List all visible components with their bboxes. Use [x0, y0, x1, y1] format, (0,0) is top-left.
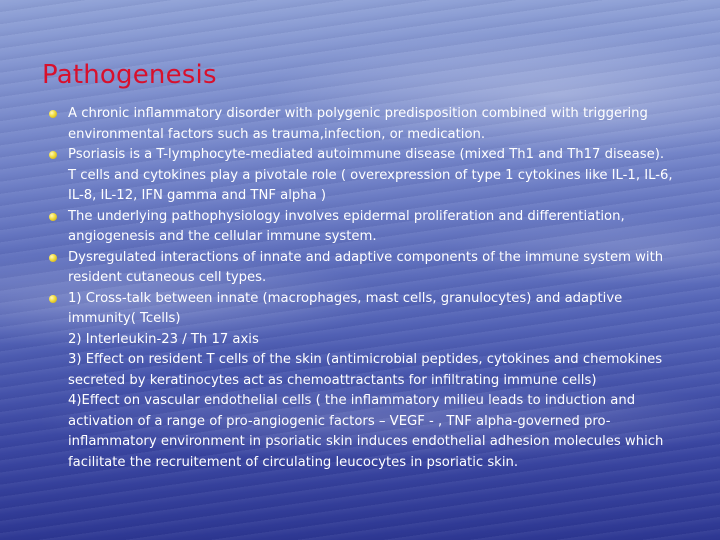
- continuation-line: 3) Effect on resident T cells of the skin (antimicrobial peptides, cytokines and chemokines secreted by keratinocytes act as chemoattractants for infiltrating immune cells): [68, 352, 663, 388]
- bullet-item: [48, 248, 676, 289]
- bullet-text: The underlying pathophysiology involves epidermal proliferation and differentiation, angiogenesis and the cellular immune system.: [68, 208, 625, 244]
- continuation-line: 2) Interleukin-23 / Th 17 axis: [68, 331, 259, 347]
- bullet-item: [48, 207, 676, 248]
- bullet-text: Dysregulated interactions of innate and adaptive components of the immune system with resident cutaneous cell types.: [68, 249, 664, 285]
- bullet-item: [48, 145, 676, 207]
- bullet-text: A chronic inflammatory disorder with polygenic predisposition combined with triggering environmental factors such as trauma,infection, or medication.: [68, 106, 648, 142]
- bullet-dot-icon: [49, 151, 57, 159]
- bullet-dot-icon: [49, 213, 57, 221]
- bullet-dot-icon: [49, 295, 57, 303]
- bullet-list: [48, 104, 676, 330]
- continuation-block: [48, 330, 676, 474]
- continuation-line: 4)Effect on vascular endothelial cells ( the inflammatory milieu leads to induction and activation of a range of pro-angiogenic factors – VEGF - , TNF alpha-governed pro-inflammatory environment in psoriatic skin induces endothelial adhesion molecules which facilitate the recruitement of circulating leucocytes in psoriatic skin.: [68, 393, 664, 470]
- bullet-item: [48, 289, 676, 330]
- bullet-text: 1) Cross-talk between innate (macrophages, mast cells, granulocytes) and adaptive immunity( Tcells): [68, 290, 623, 326]
- slide-title: Pathogenesis: [42, 60, 217, 90]
- bullet-dot-icon: [49, 110, 57, 118]
- bullet-dot-icon: [49, 254, 57, 262]
- slide-content: [48, 104, 676, 473]
- bullet-text: Psoriasis is a T-lymphocyte-mediated autoimmune disease (mixed Th1 and Th17 disease). T cells and cytokines play a pivotale role ( overexpression of type 1 cytokines like IL-1, IL-6, IL-8, IL-12, IFN gamma and TNF alpha ): [68, 147, 673, 203]
- bullet-item: [48, 104, 676, 145]
